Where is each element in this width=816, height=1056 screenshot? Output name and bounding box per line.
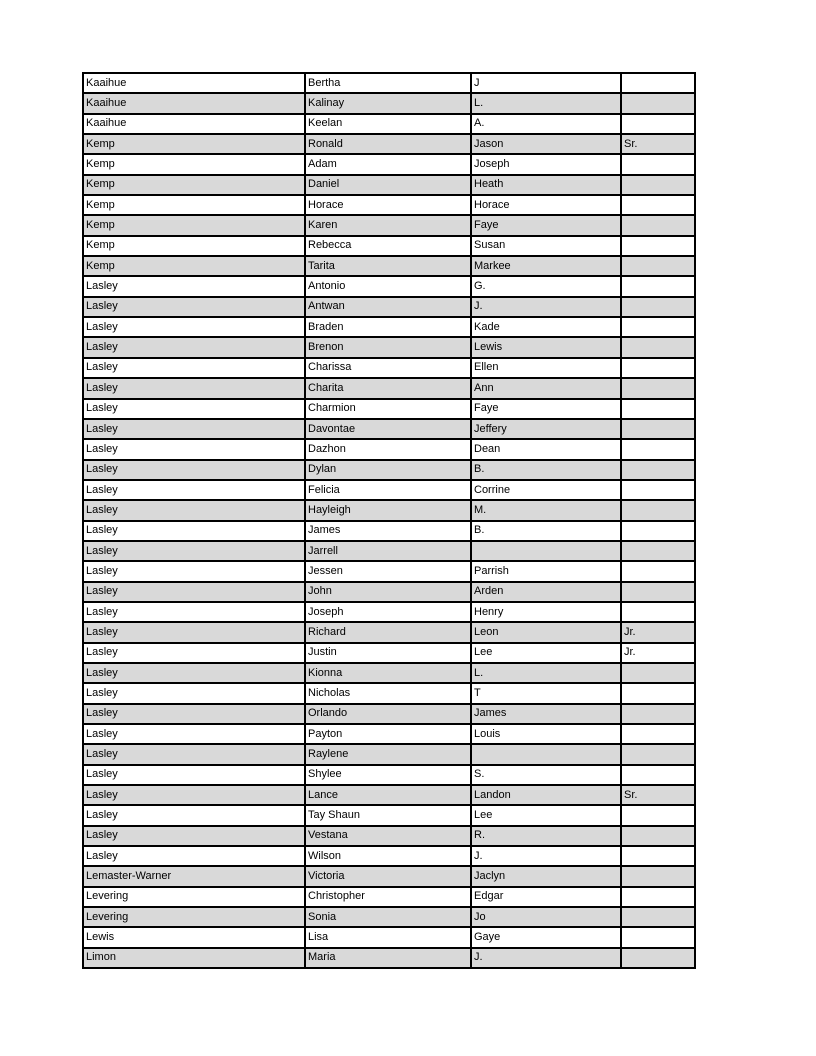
table-row	[83, 724, 695, 744]
middle-name-cell: L.	[471, 93, 621, 113]
last-name-cell: Kemp	[83, 175, 305, 195]
first-name-cell: Braden	[305, 317, 471, 337]
last-name-cell: Lasley	[83, 500, 305, 520]
middle-name-cell: Susan	[471, 236, 621, 256]
table-row	[83, 236, 695, 256]
table-row	[83, 439, 695, 459]
middle-name-cell: L.	[471, 663, 621, 683]
first-name-cell: Keelan	[305, 114, 471, 134]
suffix-cell	[621, 704, 695, 724]
first-name-cell: Brenon	[305, 337, 471, 357]
middle-name-cell: Jeffery	[471, 419, 621, 439]
first-name-cell: Rebecca	[305, 236, 471, 256]
first-name-cell: Sonia	[305, 907, 471, 927]
first-name-cell: James	[305, 521, 471, 541]
first-name-cell: Christopher	[305, 887, 471, 907]
suffix-cell	[621, 561, 695, 581]
table-row	[83, 399, 695, 419]
middle-name-cell: Ellen	[471, 358, 621, 378]
last-name-cell: Kemp	[83, 154, 305, 174]
middle-name-cell: Lee	[471, 643, 621, 663]
last-name-cell: Lasley	[83, 561, 305, 581]
last-name-cell: Lasley	[83, 643, 305, 663]
table-row	[83, 907, 695, 927]
middle-name-cell: T	[471, 683, 621, 703]
suffix-cell: Sr.	[621, 785, 695, 805]
suffix-cell	[621, 826, 695, 846]
table-row	[83, 378, 695, 398]
last-name-cell: Kaaihue	[83, 73, 305, 93]
first-name-cell: Victoria	[305, 866, 471, 886]
last-name-cell: Lasley	[83, 480, 305, 500]
suffix-cell	[621, 907, 695, 927]
last-name-cell: Levering	[83, 887, 305, 907]
first-name-cell: Justin	[305, 643, 471, 663]
first-name-cell: John	[305, 582, 471, 602]
first-name-cell: Jessen	[305, 561, 471, 581]
first-name-cell: Lance	[305, 785, 471, 805]
table-row	[83, 663, 695, 683]
first-name-cell: Tay Shaun	[305, 805, 471, 825]
suffix-cell	[621, 927, 695, 947]
middle-name-cell: J.	[471, 948, 621, 968]
last-name-cell: Lasley	[83, 826, 305, 846]
suffix-cell	[621, 215, 695, 235]
last-name-cell: Lasley	[83, 704, 305, 724]
suffix-cell	[621, 480, 695, 500]
middle-name-cell: Louis	[471, 724, 621, 744]
middle-name-cell	[471, 541, 621, 561]
table-row	[83, 683, 695, 703]
first-name-cell: Richard	[305, 622, 471, 642]
middle-name-cell: Henry	[471, 602, 621, 622]
last-name-cell: Lasley	[83, 622, 305, 642]
last-name-cell: Lasley	[83, 683, 305, 703]
table-row	[83, 744, 695, 764]
last-name-cell: Lasley	[83, 358, 305, 378]
last-name-cell: Lasley	[83, 276, 305, 296]
last-name-cell: Lasley	[83, 541, 305, 561]
middle-name-cell: Gaye	[471, 927, 621, 947]
last-name-cell: Lasley	[83, 460, 305, 480]
table-row	[83, 643, 695, 663]
suffix-cell	[621, 582, 695, 602]
last-name-cell: Lasley	[83, 724, 305, 744]
suffix-cell	[621, 175, 695, 195]
suffix-cell	[621, 73, 695, 93]
last-name-cell: Lasley	[83, 602, 305, 622]
last-name-cell: Kemp	[83, 215, 305, 235]
middle-name-cell: J.	[471, 846, 621, 866]
middle-name-cell: Heath	[471, 175, 621, 195]
roster-body	[83, 73, 695, 968]
table-row	[83, 622, 695, 642]
last-name-cell: Lasley	[83, 765, 305, 785]
suffix-cell	[621, 744, 695, 764]
first-name-cell: Antonio	[305, 276, 471, 296]
suffix-cell	[621, 378, 695, 398]
table-row	[83, 521, 695, 541]
last-name-cell: Lasley	[83, 378, 305, 398]
middle-name-cell: S.	[471, 765, 621, 785]
table-row	[83, 215, 695, 235]
table-row	[83, 582, 695, 602]
middle-name-cell: B.	[471, 521, 621, 541]
table-row	[83, 785, 695, 805]
table-row	[83, 866, 695, 886]
middle-name-cell: Faye	[471, 215, 621, 235]
suffix-cell	[621, 724, 695, 744]
suffix-cell	[621, 256, 695, 276]
table-row	[83, 541, 695, 561]
table-row	[83, 927, 695, 947]
first-name-cell: Adam	[305, 154, 471, 174]
table-row	[83, 846, 695, 866]
first-name-cell: Ronald	[305, 134, 471, 154]
last-name-cell: Kemp	[83, 195, 305, 215]
last-name-cell: Lasley	[83, 419, 305, 439]
first-name-cell: Shylee	[305, 765, 471, 785]
last-name-cell: Lasley	[83, 663, 305, 683]
middle-name-cell: Joseph	[471, 154, 621, 174]
middle-name-cell: Lewis	[471, 337, 621, 357]
suffix-cell	[621, 195, 695, 215]
first-name-cell: Tarita	[305, 256, 471, 276]
last-name-cell: Lasley	[83, 785, 305, 805]
middle-name-cell: Jason	[471, 134, 621, 154]
first-name-cell: Kionna	[305, 663, 471, 683]
first-name-cell: Vestana	[305, 826, 471, 846]
table-row	[83, 419, 695, 439]
first-name-cell: Charmion	[305, 399, 471, 419]
suffix-cell	[621, 114, 695, 134]
first-name-cell: Charita	[305, 378, 471, 398]
middle-name-cell: Edgar	[471, 887, 621, 907]
suffix-cell	[621, 948, 695, 968]
middle-name-cell: Horace	[471, 195, 621, 215]
first-name-cell: Davontae	[305, 419, 471, 439]
table-row	[83, 460, 695, 480]
suffix-cell	[621, 460, 695, 480]
suffix-cell	[621, 602, 695, 622]
first-name-cell: Nicholas	[305, 683, 471, 703]
suffix-cell	[621, 500, 695, 520]
middle-name-cell: Parrish	[471, 561, 621, 581]
table-row	[83, 948, 695, 968]
table-row	[83, 480, 695, 500]
first-name-cell: Karen	[305, 215, 471, 235]
middle-name-cell: Lee	[471, 805, 621, 825]
last-name-cell: Lasley	[83, 521, 305, 541]
suffix-cell	[621, 866, 695, 886]
middle-name-cell	[471, 744, 621, 764]
last-name-cell: Limon	[83, 948, 305, 968]
table-row	[83, 256, 695, 276]
middle-name-cell: M.	[471, 500, 621, 520]
suffix-cell: Jr.	[621, 622, 695, 642]
suffix-cell	[621, 317, 695, 337]
last-name-cell: Lasley	[83, 744, 305, 764]
suffix-cell	[621, 805, 695, 825]
first-name-cell: Maria	[305, 948, 471, 968]
suffix-cell	[621, 276, 695, 296]
table-row	[83, 500, 695, 520]
middle-name-cell: Faye	[471, 399, 621, 419]
middle-name-cell: Dean	[471, 439, 621, 459]
first-name-cell: Payton	[305, 724, 471, 744]
suffix-cell	[621, 887, 695, 907]
table-row	[83, 805, 695, 825]
table-row	[83, 337, 695, 357]
first-name-cell: Raylene	[305, 744, 471, 764]
last-name-cell: Kaaihue	[83, 93, 305, 113]
first-name-cell: Jarrell	[305, 541, 471, 561]
last-name-cell: Levering	[83, 907, 305, 927]
first-name-cell: Daniel	[305, 175, 471, 195]
first-name-cell: Felicia	[305, 480, 471, 500]
middle-name-cell: Corrine	[471, 480, 621, 500]
suffix-cell	[621, 683, 695, 703]
first-name-cell: Wilson	[305, 846, 471, 866]
table-row	[83, 276, 695, 296]
last-name-cell: Lemaster-Warner	[83, 866, 305, 886]
first-name-cell: Dylan	[305, 460, 471, 480]
last-name-cell: Lasley	[83, 846, 305, 866]
first-name-cell: Orlando	[305, 704, 471, 724]
suffix-cell	[621, 93, 695, 113]
suffix-cell	[621, 358, 695, 378]
table-row	[83, 765, 695, 785]
name-roster-table	[82, 72, 696, 969]
table-row	[83, 561, 695, 581]
middle-name-cell: Arden	[471, 582, 621, 602]
first-name-cell: Antwan	[305, 297, 471, 317]
middle-name-cell: Jo	[471, 907, 621, 927]
suffix-cell: Jr.	[621, 643, 695, 663]
middle-name-cell: Leon	[471, 622, 621, 642]
middle-name-cell: Ann	[471, 378, 621, 398]
middle-name-cell: Landon	[471, 785, 621, 805]
last-name-cell: Kaaihue	[83, 114, 305, 134]
suffix-cell	[621, 337, 695, 357]
first-name-cell: Dazhon	[305, 439, 471, 459]
last-name-cell: Kemp	[83, 134, 305, 154]
table-row	[83, 358, 695, 378]
suffix-cell: Sr.	[621, 134, 695, 154]
middle-name-cell: Markee	[471, 256, 621, 276]
table-row	[83, 602, 695, 622]
middle-name-cell: B.	[471, 460, 621, 480]
suffix-cell	[621, 419, 695, 439]
last-name-cell: Lewis	[83, 927, 305, 947]
middle-name-cell: Jaclyn	[471, 866, 621, 886]
middle-name-cell: James	[471, 704, 621, 724]
first-name-cell: Horace	[305, 195, 471, 215]
middle-name-cell: Kade	[471, 317, 621, 337]
table-row	[83, 887, 695, 907]
first-name-cell: Bertha	[305, 73, 471, 93]
last-name-cell: Lasley	[83, 317, 305, 337]
table-row	[83, 175, 695, 195]
first-name-cell: Joseph	[305, 602, 471, 622]
last-name-cell: Kemp	[83, 256, 305, 276]
suffix-cell	[621, 399, 695, 419]
last-name-cell: Lasley	[83, 337, 305, 357]
suffix-cell	[621, 154, 695, 174]
table-row	[83, 826, 695, 846]
suffix-cell	[621, 439, 695, 459]
suffix-cell	[621, 541, 695, 561]
table-row	[83, 134, 695, 154]
table-row	[83, 317, 695, 337]
first-name-cell: Kalinay	[305, 93, 471, 113]
table-row	[83, 114, 695, 134]
middle-name-cell: J.	[471, 297, 621, 317]
suffix-cell	[621, 765, 695, 785]
last-name-cell: Kemp	[83, 236, 305, 256]
table-row	[83, 195, 695, 215]
last-name-cell: Lasley	[83, 439, 305, 459]
middle-name-cell: G.	[471, 276, 621, 296]
first-name-cell: Charissa	[305, 358, 471, 378]
last-name-cell: Lasley	[83, 297, 305, 317]
middle-name-cell: R.	[471, 826, 621, 846]
first-name-cell: Lisa	[305, 927, 471, 947]
last-name-cell: Lasley	[83, 582, 305, 602]
suffix-cell	[621, 846, 695, 866]
table-row	[83, 154, 695, 174]
suffix-cell	[621, 663, 695, 683]
first-name-cell: Hayleigh	[305, 500, 471, 520]
last-name-cell: Lasley	[83, 399, 305, 419]
suffix-cell	[621, 521, 695, 541]
table-row	[83, 297, 695, 317]
table-row	[83, 73, 695, 93]
middle-name-cell: A.	[471, 114, 621, 134]
suffix-cell	[621, 236, 695, 256]
suffix-cell	[621, 297, 695, 317]
table-row	[83, 93, 695, 113]
table-row	[83, 704, 695, 724]
last-name-cell: Lasley	[83, 805, 305, 825]
middle-name-cell: J	[471, 73, 621, 93]
